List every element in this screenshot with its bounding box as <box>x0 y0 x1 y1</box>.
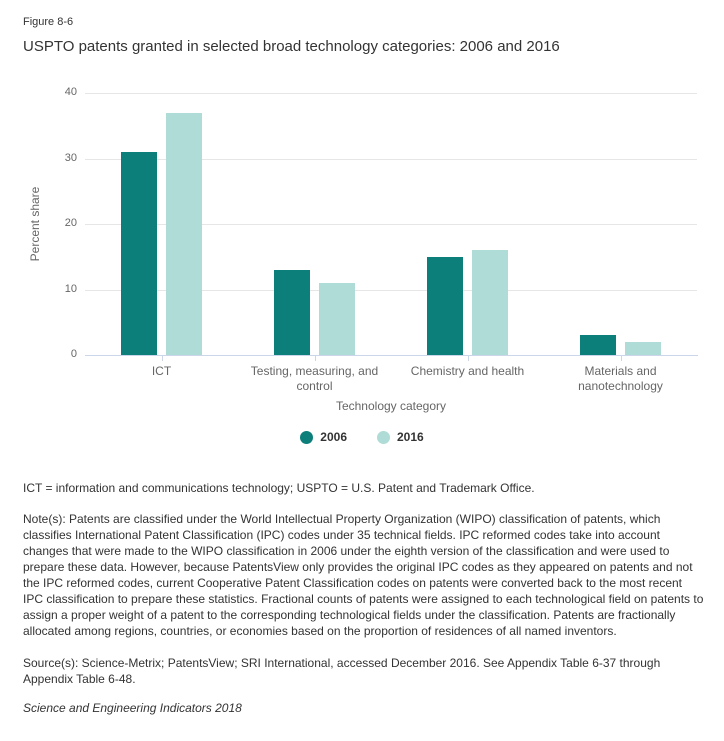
legend-label-2006: 2006 <box>320 430 347 444</box>
x-axis-line <box>85 355 698 356</box>
bar-2016-chemistry-and-health <box>472 250 508 355</box>
bar-2006-ict <box>121 152 157 355</box>
bar-2006-chemistry-and-health <box>427 257 463 355</box>
x-tick-mark-chemistry-and-health <box>468 356 469 361</box>
y-axis-title: Percent share <box>28 186 42 262</box>
gridline-40 <box>85 93 697 94</box>
publication-title: Science and Engineering Indicators 2018 <box>23 701 242 715</box>
category-label-ict: ICT <box>151 364 172 378</box>
y-tick-label-20: 20 <box>64 217 77 229</box>
legend-item-2006[interactable] <box>300 430 347 444</box>
legend-item-2016[interactable] <box>377 430 424 444</box>
category-label-testing-measuring-and-control: Testing, measuring, and control <box>250 364 379 393</box>
abbreviation-note: ICT = information and communications technology; USPTO = U.S. Patent and Trademark Office. <box>23 481 535 495</box>
bar-2006-testing-measuring-and-control <box>274 270 310 355</box>
bar-2016-ict <box>166 113 202 355</box>
notes-text: Note(s): Patents are classified under the World Intellectual Property Organization (WIPO) classification of patents, which classifies International Patent Classification (IPC) codes under 35 technical fields. IPC reformed codes take into account changes that were made to the WIPO classification in 2006 under the eighth version of the classification and were used to prepare these data. However, because PatentsView only provides the original IPC codes as they appeared on patents and not the IPC reformed codes, current Cooperative Patent Classification codes on patents were converted back to the most recent IPC classification to prepare these statistics. Fractional counts of patents were assigned to each technological field on patents to assign a proper weight of a patent to the corresponding technological fields under the classification. Patents are fractionally allocated among regions, countries, or economies based on the proportion of residences of all named inventors. <box>23 512 704 638</box>
legend-dot-2016 <box>377 431 390 444</box>
y-tick-label-10: 10 <box>64 282 77 295</box>
y-tick-label-0: 0 <box>70 348 77 360</box>
legend-dot-2006 <box>300 431 313 444</box>
y-tick-label-30: 30 <box>64 151 77 164</box>
footnotes <box>23 480 704 716</box>
bar-2016-materials-and-nanotechnology <box>625 342 661 355</box>
x-tick-mark-ict <box>162 356 163 361</box>
figure-number: Figure 8-6 <box>23 16 74 28</box>
bar-chart <box>0 78 724 460</box>
legend-label-2016: 2016 <box>397 430 424 444</box>
bar-2016-testing-measuring-and-control <box>319 283 355 355</box>
category-label-materials-and-nanotechnology: Materials and nanotechnology <box>578 364 663 393</box>
source-text: Source(s): Science-Metrix; PatentsView; SRI International, accessed December 2016. See Appendix Table 6-37 through Appendix Table 6-48. <box>23 656 661 686</box>
y-tick-label-40: 40 <box>64 86 77 98</box>
legend <box>0 430 724 444</box>
x-tick-mark-testing-measuring-and-control <box>315 356 316 361</box>
category-label-chemistry-and-health: Chemistry and health <box>410 364 525 378</box>
x-axis-title: Technology category <box>335 399 447 413</box>
bar-2006-materials-and-nanotechnology <box>580 335 616 355</box>
x-tick-mark-materials-and-nanotechnology <box>621 356 622 361</box>
page-title: USPTO patents granted in selected broad technology categories: 2006 and 2016 <box>23 38 560 55</box>
